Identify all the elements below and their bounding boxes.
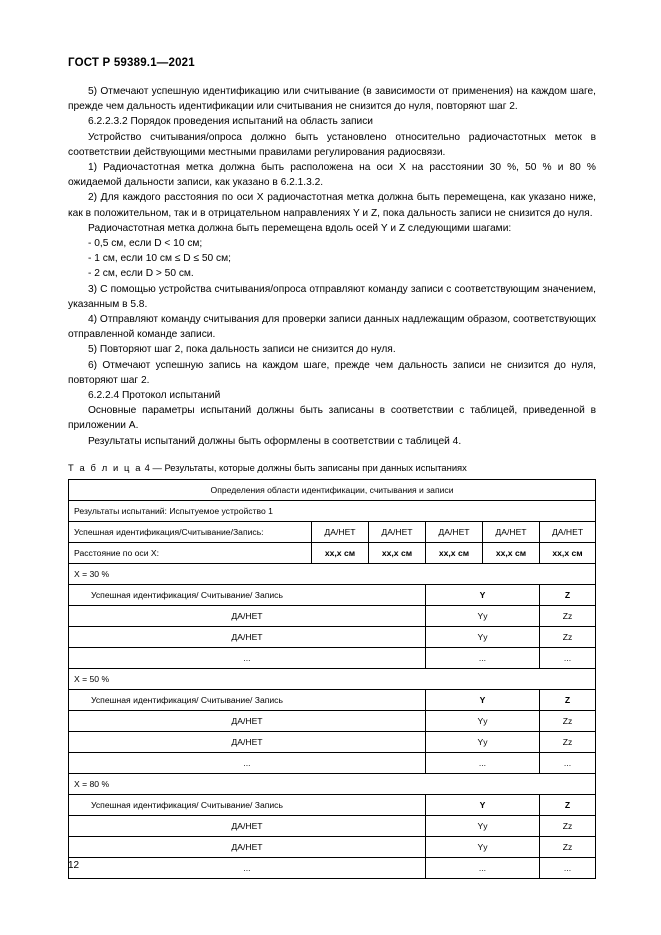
row-z-cell: Zz — [540, 731, 596, 752]
section-subheader-cell: Успешная идентификация/ Считывание/ Запись — [69, 689, 426, 710]
row-y-cell: Yy — [426, 815, 540, 836]
section-subheader-cell: Успешная идентификация/ Считывание/ Запись — [69, 584, 426, 605]
table-row — [69, 668, 596, 689]
section-header-cell: X = 80 % — [69, 773, 596, 794]
axis-y-header-cell: Y — [426, 584, 540, 605]
results-table — [68, 479, 596, 879]
table-row — [69, 605, 596, 626]
success-value-cell: ДА/НЕТ — [540, 521, 596, 542]
table-caption-prefix: Т а б л и ц а — [68, 461, 143, 473]
success-value-cell: ДА/НЕТ — [312, 521, 369, 542]
table-row — [69, 521, 596, 542]
page-header: ГОСТ Р 59389.1—2021 — [68, 57, 195, 69]
paragraph-dash-1cm: - 1 см, если 10 см ≤ D ≤ 50 см; — [88, 253, 231, 265]
section-header-cell: X = 50 % — [69, 668, 596, 689]
distance-value-cell: хх,х см — [483, 542, 540, 563]
row-z-cell: ... — [540, 647, 596, 668]
row-z-cell: Zz — [540, 836, 596, 857]
row-z-cell: Zz — [540, 710, 596, 731]
paragraph-step3: 3) С помощью устройства считывания/опроса отправляют команду записи с соответствующим значением, указанным в 5.8. — [68, 283, 596, 310]
table-row — [69, 542, 596, 563]
row-y-cell: ... — [426, 857, 540, 878]
table-row — [69, 626, 596, 647]
row-y-cell: Yy — [426, 836, 540, 857]
table-row — [69, 710, 596, 731]
paragraph-step5-write: 5) Повторяют шаг 2, пока дальность записи не снизится до нуля. — [88, 344, 396, 356]
paragraph-step2: 2) Для каждого расстояния по оси X радиочастотная метка должна быть перемещена, как указано ниже, как в положительном, так и в отрицательном направлениях Y и Z, пока дальность записи не снизится до нуля. — [68, 192, 596, 219]
row-z-cell: ... — [540, 752, 596, 773]
table-row — [69, 773, 596, 794]
row-z-cell: ... — [540, 857, 596, 878]
row-z-cell: Zz — [540, 626, 596, 647]
table-row — [69, 794, 596, 815]
row-z-cell: Zz — [540, 815, 596, 836]
success-label-cell: Успешная идентификация/Считывание/Запись: — [69, 521, 312, 542]
axis-y-header-cell: Y — [426, 794, 540, 815]
paragraph-reader-setup: Устройство считывания/опроса должно быть установлено относительно радиочастотных меток в соответствии действующими местными правилами регулирования радиосвязи. — [68, 131, 596, 158]
paragraph-step4: 4) Отправляют команду считывания для проверки записи данных надлежащим образом, соответствующих отправленной команде записи. — [68, 314, 596, 341]
table-row — [69, 500, 596, 521]
axis-y-header-cell: Y — [426, 689, 540, 710]
paragraph-steps-intro: Радиочастотная метка должна быть перемещена вдоль осей Y и Z следующими шагами: — [88, 222, 512, 234]
row-label-cell: ... — [69, 857, 426, 878]
page-number: 12 — [68, 860, 80, 871]
distance-value-cell: хх,х см — [369, 542, 426, 563]
row-y-cell: ... — [426, 647, 540, 668]
table-row — [69, 836, 596, 857]
section-subheader-cell: Успешная идентификация/ Считывание/ Запись — [69, 794, 426, 815]
paragraph-main-params: Основные параметры испытаний должны быть записаны в соответствии с таблицей, приведенной в приложении А. — [68, 405, 596, 432]
success-value-cell: ДА/НЕТ — [369, 521, 426, 542]
row-label-cell: ДА/НЕТ — [69, 626, 426, 647]
paragraph-dash-2cm: - 2 см, если D > 50 см. — [88, 268, 194, 280]
section-header-cell: X = 30 % — [69, 563, 596, 584]
table-caption-number: 4 — [144, 461, 150, 473]
row-label-cell: ... — [69, 752, 426, 773]
row-y-cell: Yy — [426, 605, 540, 626]
table-caption-text: — Результаты, которые должны быть записаны при данных испытаниях — [152, 461, 467, 473]
success-value-cell: ДА/НЕТ — [483, 521, 540, 542]
row-z-cell: Zz — [540, 605, 596, 626]
row-label-cell: ДА/НЕТ — [69, 710, 426, 731]
table-title-cell: Определения области идентификации, считывания и записи — [69, 479, 596, 500]
table-row — [69, 815, 596, 836]
row-y-cell: Yy — [426, 731, 540, 752]
table-row — [69, 689, 596, 710]
row-label-cell: ДА/НЕТ — [69, 836, 426, 857]
paragraph-step6: 6) Отмечают успешную запись на каждом шаге, прежде чем дальность записи не снизится до нуля, повторяют шаг 2. — [68, 359, 596, 386]
axis-z-header-cell: Z — [540, 689, 596, 710]
page-content — [68, 84, 596, 879]
table-row — [69, 479, 596, 500]
row-y-cell: ... — [426, 752, 540, 773]
table-row — [69, 857, 596, 878]
table-row — [69, 647, 596, 668]
paragraph-step1: 1) Радиочастотная метка должна быть расположена на оси X на расстоянии 30 %, 50 % и 80 % ожидаемой дальности записи, как указано в 6.2.1.3.2. — [68, 162, 596, 189]
row-label-cell: ... — [69, 647, 426, 668]
paragraph-results-format: Результаты испытаний должны быть оформлены в соответствии с таблицей 4. — [88, 435, 462, 447]
table-row — [69, 584, 596, 605]
paragraph-section-6-2-2-3-2: 6.2.2.3.2 Порядок проведения испытаний на область записи — [88, 116, 373, 128]
table-row — [69, 731, 596, 752]
paragraph-section-6-2-2-4: 6.2.2.4 Протокол испытаний — [88, 390, 221, 402]
axis-z-header-cell: Z — [540, 794, 596, 815]
table-caption — [68, 462, 596, 473]
row-label-cell: ДА/НЕТ — [69, 605, 426, 626]
axis-z-header-cell: Z — [540, 584, 596, 605]
row-y-cell: Yy — [426, 710, 540, 731]
distance-label-cell: Расстояние по оси Х: — [69, 542, 312, 563]
row-label-cell: ДА/НЕТ — [69, 815, 426, 836]
distance-value-cell: хх,х см — [312, 542, 369, 563]
distance-value-cell: хх,х см — [540, 542, 596, 563]
distance-value-cell: хх,х см — [426, 542, 483, 563]
paragraph-step5-ident: 5) Отмечают успешную идентификацию или считывание (в зависимости от применения) на каждом шаге, прежде чем дальность идентификации или считывания не снизится до нуля, повторяют шаг 2. — [68, 86, 596, 113]
table-row — [69, 752, 596, 773]
row-y-cell: Yy — [426, 626, 540, 647]
row-label-cell: ДА/НЕТ — [69, 731, 426, 752]
table-row — [69, 563, 596, 584]
table-device-cell: Результаты испытаний: Испытуемое устройство 1 — [69, 500, 596, 521]
success-value-cell: ДА/НЕТ — [426, 521, 483, 542]
paragraph-dash-05cm: - 0,5 см, если D < 10 см; — [88, 238, 203, 250]
